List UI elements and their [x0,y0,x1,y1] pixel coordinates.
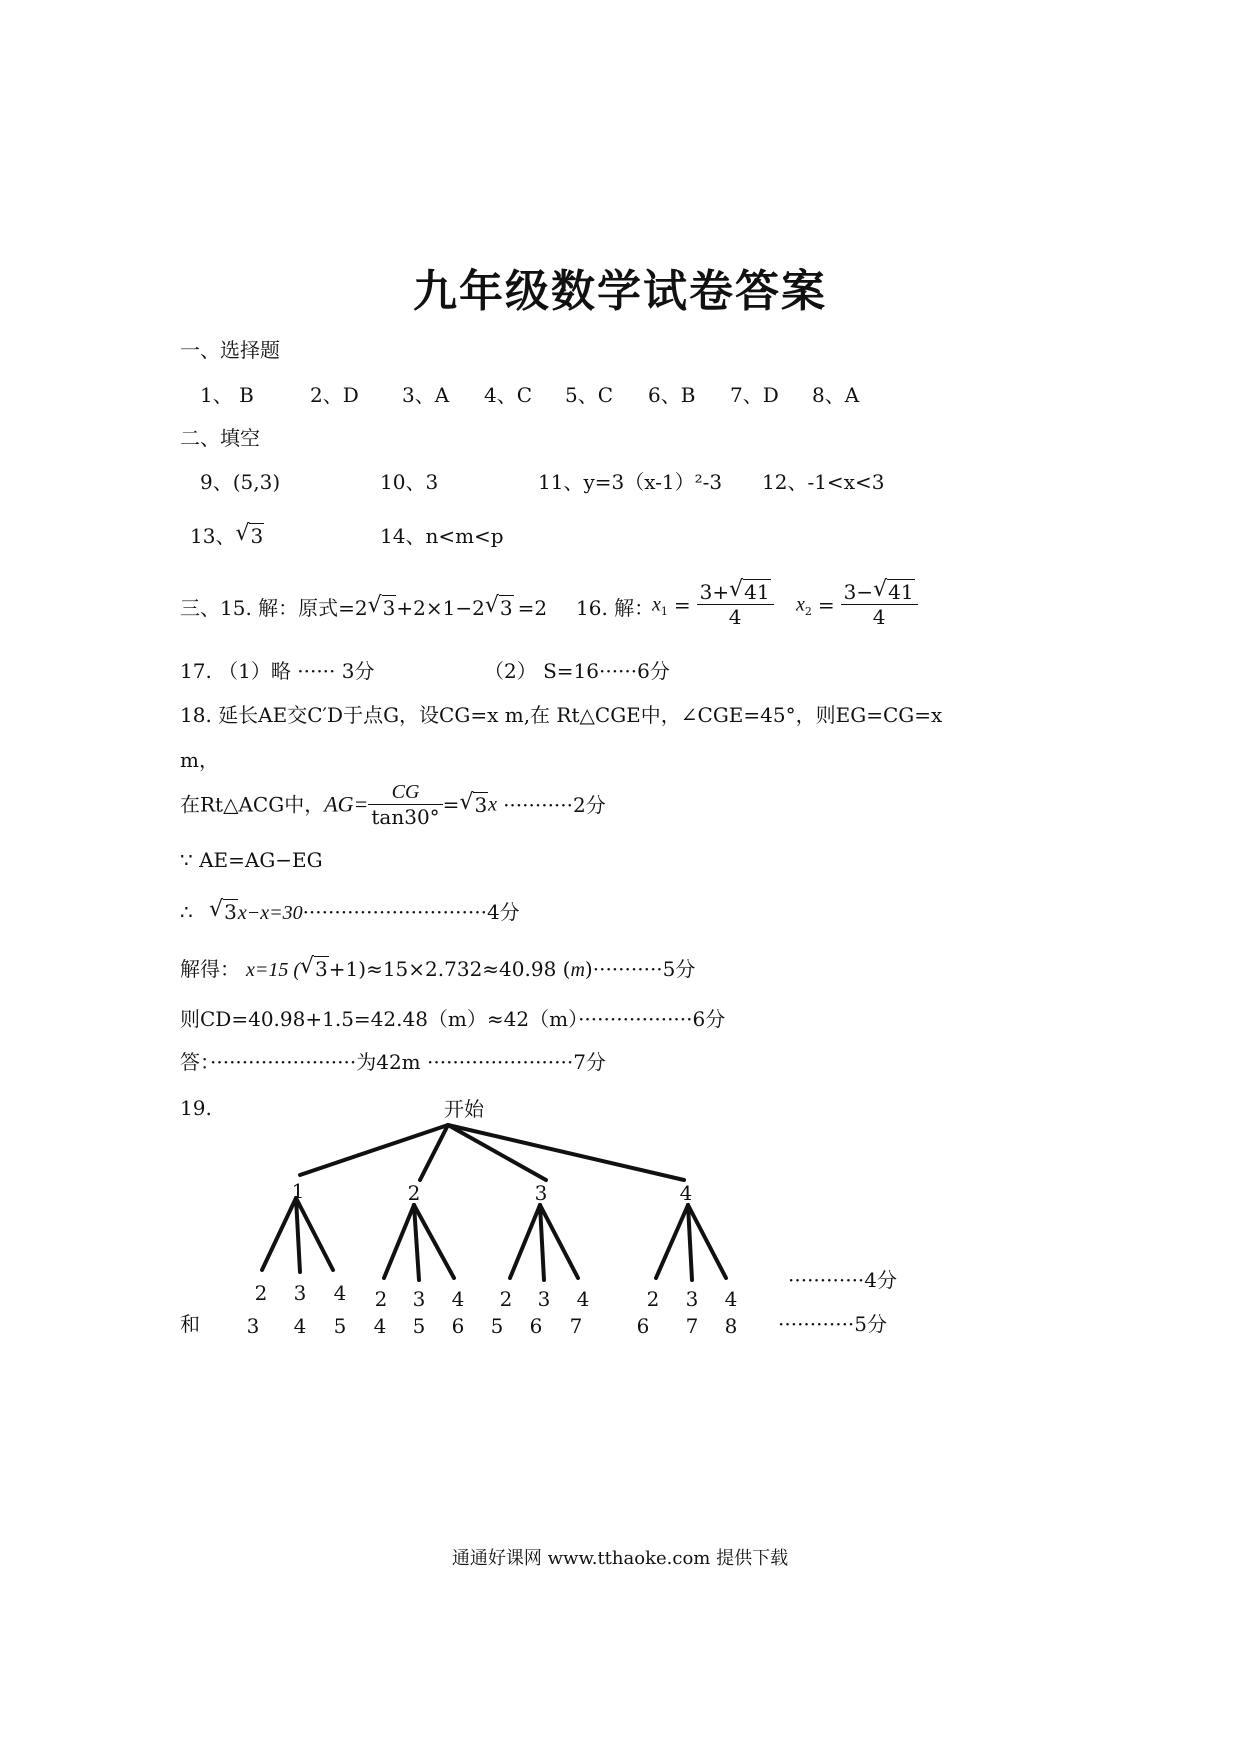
sum-label: 和 [180,1312,200,1336]
tree-node-level2: 2 [499,1287,513,1311]
answer-18-cd: 则CD=40.98+1.5=42.48（m）≈42（m）··················6分 [180,1007,726,1031]
tree-node-level2: 2 [254,1281,268,1305]
sum-value: 4 [293,1314,307,1338]
answer-18-solve: 解得： x=15 ( √ 3+1)≈15×2.732≈40.98 (m)···········5分 [180,954,696,981]
answer-18-because: ∵ AE=AG−EG [180,848,323,872]
sum-value: 7 [685,1314,699,1338]
sum-value: 4 [373,1314,387,1338]
sum-value: 7 [569,1314,583,1338]
branch-line [296,1198,333,1270]
answer-12: 12、-1<x<3 [762,470,885,494]
sum-value: 3 [246,1314,260,1338]
answer-17-part1: 17. （1）略 ······ 3分 [180,659,375,683]
sum-value: 8 [724,1314,738,1338]
sum-value: 5 [490,1314,504,1338]
page-title: 九年级数学试卷答案 [413,266,827,317]
answer-14: 14、n<m<p [380,524,504,548]
sqrt-symbol: √ 3 [459,789,488,817]
score-5: ············5分 [778,1312,888,1336]
answer-9: 9、(5,3) [200,470,281,494]
branch-line [262,1198,296,1270]
answer-16-x2: $x_2$ = 3− √ 41 4 [796,580,918,629]
sum-value: 5 [333,1314,347,1338]
answer-4: 4、C [484,383,533,407]
answer-8: 8、A [812,383,860,407]
answer-18-line2: 在Rt△ACG中，AG= $\frac{CG}{\tan 30^\circ}$ = √ 3x ···········2分 [180,781,606,829]
tree-node-level2: 3 [293,1281,307,1305]
branch-line [540,1205,578,1278]
answer-2: 2、D [310,383,359,407]
branch-line [540,1205,544,1280]
answer-11: 11、y=3（x-1）²-3 [538,470,723,494]
tree-node-level1: 1 [291,1179,305,1203]
sqrt-symbol: √ 3 [209,897,237,924]
answer-3: 3、A [402,383,450,407]
branch-line [656,1205,688,1278]
answer-18-therefore: ∴ √ 3x−x=30·····························4分 [180,897,520,924]
tree-root: 开始 [444,1097,484,1121]
tree-node-level2: 3 [537,1287,551,1311]
sqrt-symbol: √ 3 [235,521,264,548]
answer-5: 5、C [565,383,614,407]
sum-value: 5 [412,1314,426,1338]
section-heading-fill: 二、填空 [180,426,260,450]
tree-node-level2: 4 [451,1287,465,1311]
tree-node-level1: 3 [534,1181,548,1205]
tree-node-level2: 4 [333,1281,347,1305]
answer-6: 6、B [648,383,696,407]
fraction: $\frac{CG}{\tan 30^\circ}$ [368,780,442,829]
sum-value: 6 [529,1314,543,1338]
section-heading-choice: 一、选择题 [180,338,280,362]
branch-line [688,1205,692,1280]
tree-node-level1: 4 [679,1181,693,1205]
branch-line [384,1205,414,1278]
branch-line [510,1205,540,1278]
answer-18-line1: 18. 延长AE交C′D于点G，设CG=x m,在 Rt△CGE中，∠CGE=45°，则EG=CG=x [180,703,943,727]
answer-18-line1b: m， [180,748,219,772]
sum-value: 6 [451,1314,465,1338]
answer-7: 7、D [730,383,779,407]
sqrt-symbol: √ 3 [484,593,513,620]
tree-node-level2: 2 [374,1287,388,1311]
branch-line [688,1205,726,1278]
answer-17-part2: （2） S=16······6分 [484,659,670,683]
tree-node-level2: 3 [685,1287,699,1311]
tree-node-level2: 3 [412,1287,426,1311]
answer-1: 1、 B [200,383,254,407]
question-19-label: 19. [180,1096,212,1120]
page-footer: 通通好课网 www.tthaoke.com 提供下载 [451,1548,789,1569]
tree-node-level2: 4 [576,1287,590,1311]
sqrt-symbol: √ 3 [300,954,328,981]
tree-node-level2: 4 [724,1287,738,1311]
branch-line [448,1125,546,1180]
tree-node-level1: 2 [407,1181,421,1205]
answer-13: 13、 √ 3 [190,521,264,548]
answer-16-label: 16. 解： [576,596,655,620]
branch-line [448,1125,684,1180]
answer-16-x1: $x_1$ = 3+ √ 41 4 [652,580,774,629]
sum-value: 6 [636,1314,650,1338]
fraction: 3+ √ 41 4 [697,580,774,629]
branch-line [296,1198,300,1272]
score-4: ············4分 [788,1268,898,1292]
answer-15: 三、15. 解：原式=2 √ 3+2×1−2 √ 3 =2 [180,593,548,620]
fraction: 3− √ 41 4 [841,580,918,629]
tree-node-level2: 2 [646,1287,660,1311]
sqrt-symbol: √ 3 [367,593,396,620]
answer-18-conclusion: 答：·······················为42m ·······················7分 [180,1050,606,1074]
answer-10: 10、3 [380,470,439,494]
